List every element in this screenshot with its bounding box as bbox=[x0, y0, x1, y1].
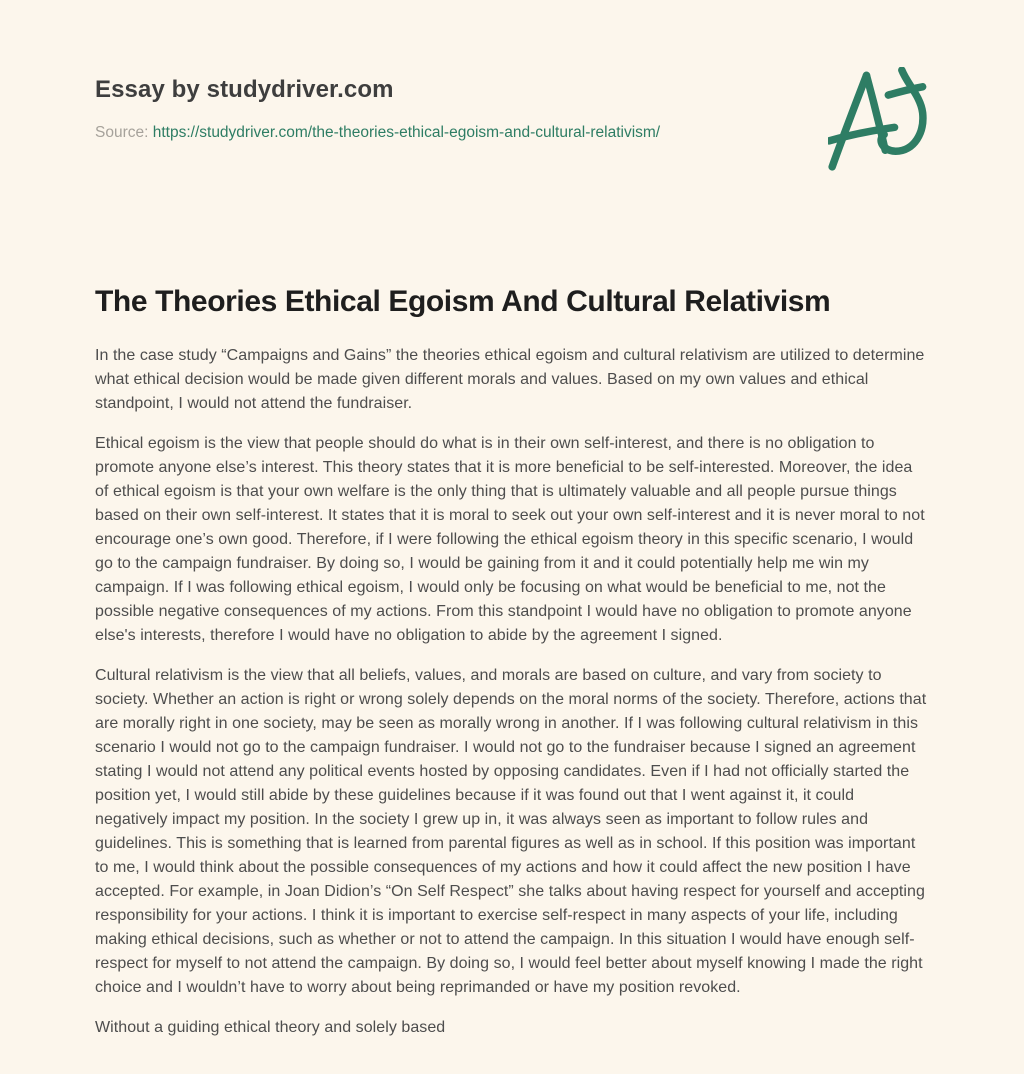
essay-paragraph-1: In the case study “Campaigns and Gains” the theories ethical egoism and cultural relativism are utilized to determine what ethical decision would be made given different morals and values. Based on my own values and ethical standpoint, I would not attend the fundraiser. bbox=[95, 347, 925, 412]
essay-paragraph-2: Ethical egoism is the view that people should do what is in their own self-interest, and there is no obligation to promote anyone else’s interest. This theory states that it is more beneficial to be self-interested. Moreover, the idea of ethical egoism is that your own welfare is the only thing that is ultimately valuable and all people pursue things based on their own self-interest. It states that it is moral to seek out your own self-interest and it is never moral to not encourage one’s own good. Therefore, if I were following the ethical egoism theory in this specific scenario, I would go to the campaign fundraiser. By doing so, I would be gaining from it and it could potentially help me win my campaign. If I was following ethical egoism, I would only be focusing on what would be beneficial to me, not the possible negative consequences of my actions. From this standpoint I would have no obligation to promote anyone else's interests, therefore I would have no obligation to abide by the agreement I signed. bbox=[95, 435, 925, 644]
essay-title: The Theories Ethical Egoism And Cultural Relativism bbox=[95, 285, 831, 318]
source-link[interactable]: https://studydriver.com/the-theories-ethical-egoism-and-cultural-relativism/ bbox=[152, 124, 661, 141]
essay-body bbox=[95, 282, 930, 1040]
byline: Essay by studydriver.com bbox=[95, 76, 394, 103]
essay-paragraph-3: Cultural relativism is the view that all beliefs, values, and morals are based on culture, and vary from society to society. Whether an action is right or wrong solely depends on the moral norms of the society. Therefore, actions that are morally right in one society, may be seen as morally wrong in another. If I was following cultural relativism in this scenario I would not go to the campaign fundraiser. I would not go to the fundraiser because I signed an agreement stating I would not attend any political events hosted by opposing candidates. Even if I had not officially started the position yet, I would still abide by these guidelines because if it was found out that I went against it, it could negatively impact my position. In the society I grew up in, it was always seen as important to follow rules and guidelines. This is something that is learned from parental figures as well as in school. If this position was important to me, I would think about the possible consequences of my actions and how it could affect the new position I have accepted. For example, in Joan Didion’s “On Self Respect” she talks about having respect for yourself and accepting responsibility for your actions. I think it is important to exercise self-respect in many aspects of your life, including making ethical decisions, such as whether or not to attend the campaign. In this situation I would have enough self-respect for myself to not attend the campaign. By doing so, I would feel better about myself knowing I made the right choice and I wouldn’t have to worry about being reprimanded or have my position revoked. bbox=[95, 667, 927, 996]
a-plus-logo-icon bbox=[828, 67, 932, 171]
source-line bbox=[95, 124, 660, 142]
source-label: Source: bbox=[95, 124, 149, 141]
header-text-block bbox=[95, 76, 660, 142]
essay-paragraph-4: Without a guiding ethical theory and solely based bbox=[95, 1019, 446, 1036]
document-header bbox=[95, 0, 930, 171]
